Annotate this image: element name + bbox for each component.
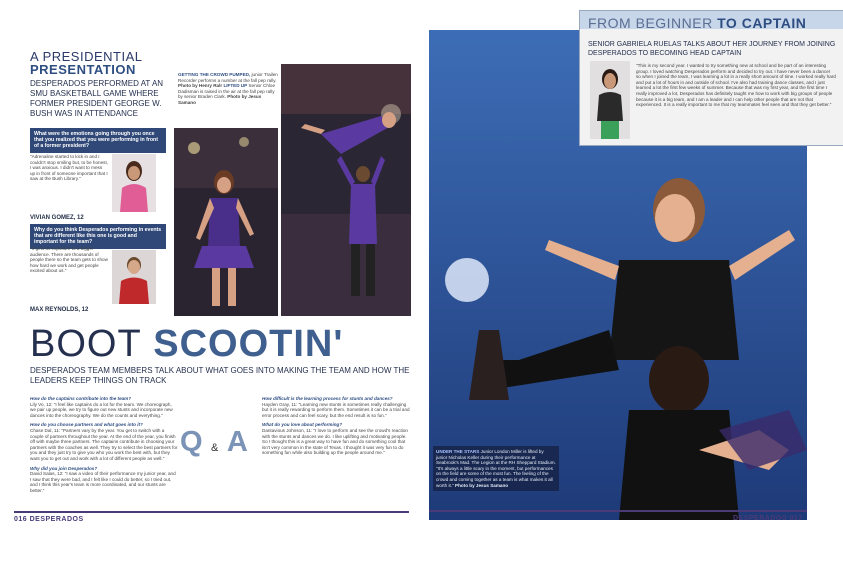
- presidential-question-2: Why do you think Desperados performing in events that are different like this one is good and important for the team?: [30, 224, 166, 249]
- beginner-title-b: TO CAPTAIN: [717, 15, 807, 31]
- boot-qa-2: [30, 422, 178, 461]
- presidential-question-1: What were the emotions going through you once that you realized that you were performing in front of a former president?: [30, 128, 166, 153]
- dancer-photo: [174, 128, 278, 316]
- boot-q-2: How do you choose partners and what goes into it?: [30, 422, 143, 428]
- presidential-subtitle: DESPERADOS PERFORMED AT AN SMU BASKETBALL GAME WHERE FORMER PRESIDENT GEORGE W. BUSH WAS IN ATTENDANCE: [30, 79, 164, 118]
- qa-letter-a: A: [226, 426, 248, 458]
- stars-caption: [433, 446, 559, 491]
- boot-scootin-header: [30, 324, 410, 386]
- presidential-answer-2: "It gets us exposure to a bigger audience. There are thousands of people there so the team gets to show how hard we work and get people excited about us.": [30, 246, 108, 274]
- boot-title-part-a: BOOT: [30, 323, 142, 365]
- crowd-caption-credit-1: Photo by Henry Ralr: [178, 83, 223, 89]
- stars-caption-credit: Photo by Jesus Samano: [455, 482, 509, 488]
- boot-scootin-title: [30, 324, 410, 364]
- right-folio: DESPERADOS 017: [733, 515, 803, 522]
- presidential-name-1: VIVIAN GOMEZ, 12: [30, 215, 84, 221]
- presidential-answer-1: "Adrenaline started to kick in and I couldn't stop smiling but, to be honest, I was anxious. I didn't want to mess up in front of someone important that I saw at the Bush Library.": [30, 154, 108, 182]
- crowd-caption-text-2: Senior Chloe Dadisman is raised in the air at the fall pep rally by senior Braden Clark.: [178, 83, 276, 100]
- presidential-kicker: A PRESIDENTIAL: [30, 49, 143, 64]
- beginner-title: [588, 15, 806, 31]
- boot-a-4: Hayden Gray, 11: "Learning new stunts is sometimes really challenging but it is really rewarding to perform them. Sometimes it can be a trial and error process and can feel scary, but the end result is so fun.": [262, 401, 410, 418]
- left-folio-bar: [14, 511, 409, 513]
- presidential-name-2: MAX REYNOLDS, 12: [30, 307, 89, 313]
- left-folio: 016 DESPERADOS: [14, 516, 84, 523]
- boot-col-1: [30, 396, 178, 494]
- portrait-figure-icon: [590, 61, 630, 139]
- boot-qa-3: [30, 466, 178, 494]
- beginner-captain-box: [579, 10, 843, 146]
- portrait-figure-icon: [112, 154, 156, 212]
- beginner-subtitle: SENIOR GABRIELA RUELAS TALKS ABOUT HER JOURNEY FROM JOINING DESPERADOS TO BECOMING HEAD CAPTAIN: [588, 41, 836, 57]
- dancer-photo-illustration: [174, 128, 278, 316]
- qa-graphic: [180, 426, 256, 470]
- gabriela-portrait: [590, 61, 630, 139]
- crowd-caption-text-1: junior Trailen Recorder performs a number at the fall pep rally.: [178, 72, 278, 83]
- boot-a-2: Chase Dal, 11: "Partners vary by the year. You get to switch with a couple of partners throughout the year. At the end of the year, you finish off with maybe three partners. The captains contribute in choosing your partners with the coaches as well. They try to select the best partners for you and they just try to give you who you work the best with, but they want you to get out and work with a lot of different people as well.": [30, 427, 178, 461]
- crowd-caption-label-1: GETTING THE CROWD PUMPED,: [178, 72, 251, 77]
- right-page: [423, 10, 843, 532]
- boot-qa-4: [262, 396, 410, 418]
- boot-scootin-subtitle: DESPERADOS TEAM MEMBERS TALK ABOUT WHAT GOES INTO MAKING THE TEAM AND HOW THE LEADERS KEEP THINGS ON TRACK: [30, 366, 410, 385]
- crowd-caption: [178, 72, 278, 106]
- max-portrait: [112, 250, 156, 304]
- stars-caption-text: Junior London Miller is lifted by junior Nicholas Keller during their performance at Seabrook's Mad. The Legion at the RH Sheppard Stadium. "It's always a little scary in the moment, but performances on the field are some of the most fun. The feeling of the crowd and coming together as a team is what makes it all worth it.": [436, 449, 556, 488]
- boot-q-1: How do the captains contribute into the team?: [30, 396, 132, 401]
- boot-col-3: [262, 396, 410, 456]
- crowd-caption-label-2: LIFTED UP: [223, 83, 248, 89]
- boot-q-4: How difficult is the learning process for stunts and dances?: [262, 396, 393, 401]
- qa-ampersand: &: [211, 442, 219, 454]
- beginner-title-a: FROM BEGINNER: [588, 15, 713, 31]
- portrait-figure-icon: [112, 250, 156, 304]
- boot-title-part-b: SCOOTIN': [153, 323, 344, 365]
- presidential-title: PRESENTATION: [30, 62, 136, 77]
- lift-photo-illustration: [281, 64, 411, 316]
- vivian-portrait: [112, 154, 156, 212]
- beginner-quote: "This is my second year. I wanted to try something new at school and be part of an interesting group. I loved watching Desperados perform and decided to try out. I have never been a dancer so when I joined the team, I was learning a lot in a really short amount of time. I worked really hard and put a lot of hours in and outside of school. I've also had training dance classes, and I just learned a lot the first few weeks of summer. Because that was my first year, and the first time I really improved a lot, Desperados has definitely taught me how to work with big groups of people because it is a big team, and I am a leader and I can help other people that are not that experienced. It is a really important to me that my teammates feel seen and that they get better.": [636, 63, 836, 108]
- boot-a-3: David Salas, 12: "I saw a video of their performance my junior year, and I saw that they were bad, and I felt like I could do better, so I tried out, and I think this year's team is more coordinated, and our stunts are better.": [30, 471, 176, 493]
- boot-q-5: What do you love about performing?: [262, 422, 343, 428]
- lift-photo: [281, 64, 411, 316]
- qa-letter-q: Q: [180, 426, 203, 458]
- right-folio-bar: [429, 510, 807, 512]
- stars-caption-label: UNDER THE STARS: [436, 449, 480, 454]
- boot-a-5: Dantavious Johnson, 11: "I love to perform and see the crowd's reaction with the stunts and dances we do. I like uplifting and motivating people. So I thought this is a great way to have fun and do something cool that isn't very common in the state of Texas. I thought it was very fun to do something fun while also building up the people around me.": [262, 427, 408, 456]
- left-page: [14, 24, 409, 532]
- boot-qa-1: [30, 396, 178, 418]
- boot-a-1: Lily Vo, 12: "I feel like captains do a lot for the team. We choreograph, we pair up people, we try to figure out new stunts and incorporate new dances into the choreography. We do the counts and everything.": [30, 401, 173, 418]
- boot-qa-5: [262, 422, 410, 456]
- crowd-caption-credit-2: Photo by Jesus Samano: [178, 94, 262, 105]
- boot-q-3: Why did you join Desperados?: [30, 465, 98, 471]
- presidential-header: [30, 49, 180, 119]
